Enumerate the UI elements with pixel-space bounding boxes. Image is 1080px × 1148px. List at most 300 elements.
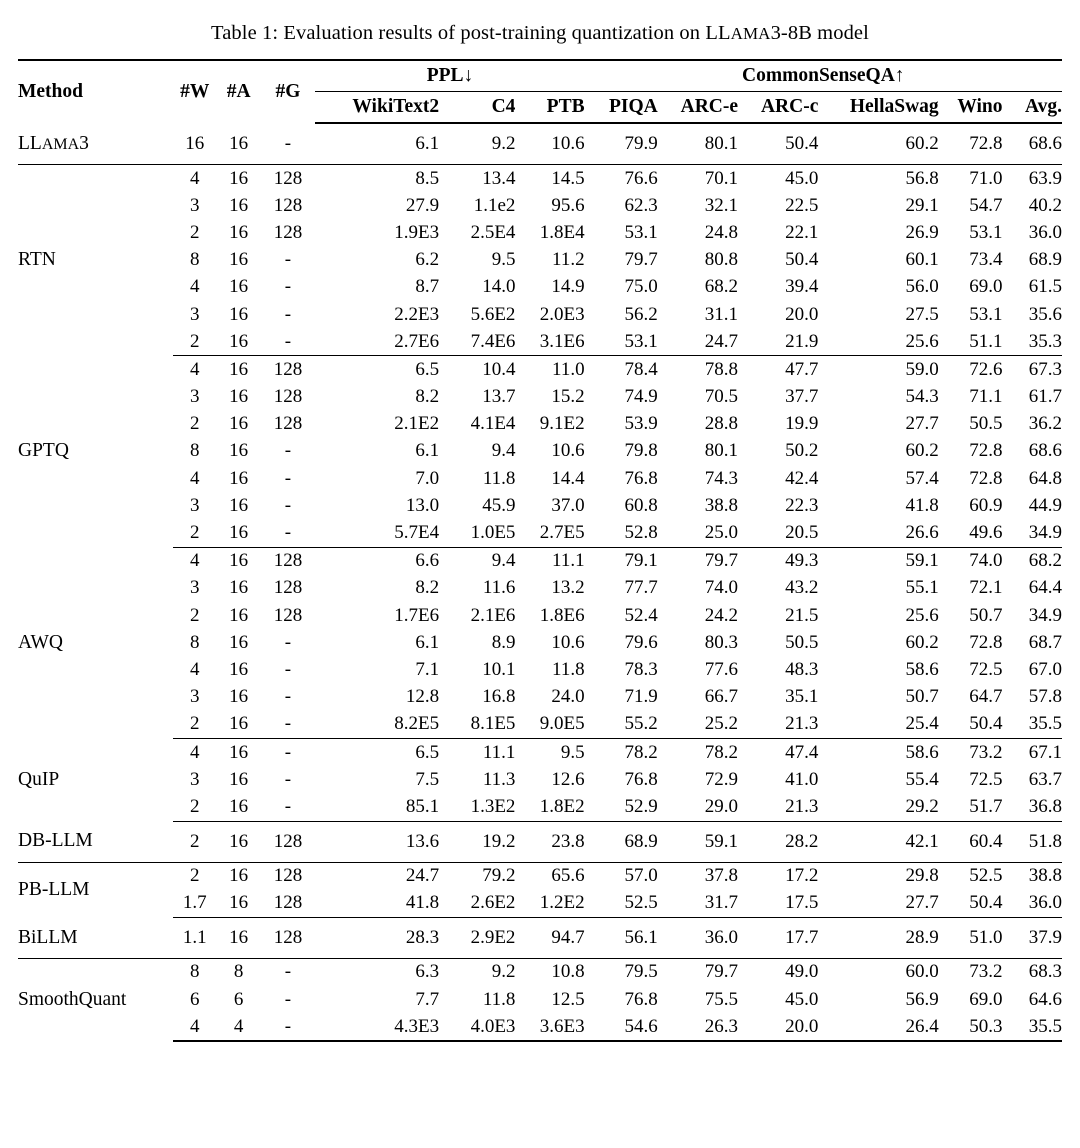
cell-ptb: 14.5: [551, 167, 585, 189]
cell-hellaswag: 25.4: [818, 711, 938, 739]
cell-c4: 9.4: [491, 440, 516, 462]
cell-wikitext2: 5.7E4: [315, 519, 439, 547]
cell-g: -: [284, 988, 292, 1010]
cell-w: 4: [189, 358, 200, 380]
cell-wikitext2: 2.2E3: [394, 303, 440, 325]
header-a: #A: [217, 60, 261, 123]
cell-arcc: 21.9: [738, 328, 818, 356]
cell-piqa: 76.6: [624, 167, 658, 189]
cell-a: 16: [229, 604, 249, 626]
cell-c4: 9.2: [491, 961, 516, 983]
cell-arce: 32.1: [704, 194, 739, 216]
cell-hellaswag: 60.0: [905, 961, 939, 983]
header-col-ptb: PTB: [515, 92, 584, 124]
cell-g: -: [261, 1013, 316, 1041]
cell-wino: 73.4: [969, 249, 1003, 271]
cell-wikitext2: 6.1: [315, 123, 439, 165]
cell-wikitext2: 41.8: [315, 890, 439, 918]
cell-avg: 67.3: [1028, 358, 1062, 380]
cell-piqa: 78.3: [624, 658, 658, 680]
cell-a: 16: [229, 686, 249, 708]
cell-piqa: 54.6: [585, 1013, 658, 1041]
cell-hellaswag: 60.1: [905, 249, 939, 271]
cell-arce: 79.7: [704, 961, 739, 983]
cell-c4: 10.1: [482, 658, 516, 680]
cell-w: 3: [189, 194, 200, 216]
cell-wikitext2: 28.3: [315, 917, 439, 958]
cell-a: 16: [229, 276, 249, 298]
cell-w: 8: [189, 631, 200, 653]
cell-arcc: 21.3: [738, 793, 818, 821]
table-row: [18, 328, 1062, 356]
cell-a: 16: [229, 413, 249, 435]
cell-arcc: 22.1: [785, 221, 819, 243]
cell-wikitext2: 6.5: [415, 741, 440, 763]
cell-g: 128: [273, 550, 303, 572]
cell-hellaswag: 55.4: [905, 768, 939, 790]
cell-g: -: [261, 123, 316, 165]
cell-a: 4: [217, 1013, 261, 1041]
cell-avg: 34.9: [1028, 604, 1062, 626]
cell-wino: 69.0: [969, 276, 1003, 298]
cell-wikitext2: 8.2E5: [315, 711, 439, 739]
cell-w: 2: [189, 221, 200, 243]
cell-avg: 38.8: [1028, 865, 1062, 887]
cell-wino: 73.2: [969, 741, 1003, 763]
cell-ptb: 2.0E3: [539, 303, 585, 325]
cell-c4: 14.0: [482, 276, 516, 298]
cell-c4: 79.2: [482, 865, 516, 887]
cell-w: 2: [189, 413, 200, 435]
cell-wino: 64.7: [969, 686, 1003, 708]
cell-piqa: 76.8: [624, 467, 658, 489]
cell-a: 16: [229, 631, 249, 653]
cell-avg: 35.5: [1003, 711, 1063, 739]
table-row: [18, 547, 1062, 575]
cell-hellaswag: 25.6: [818, 328, 938, 356]
cell-w: 4: [189, 658, 200, 680]
cell-avg: 64.8: [1028, 467, 1062, 489]
row-group-label: SmoothQuant: [18, 989, 127, 1011]
cell-wino: 50.4: [939, 890, 1003, 918]
cell-piqa: 79.8: [624, 440, 658, 462]
cell-avg: 61.7: [1028, 386, 1062, 408]
cell-c4: 13.4: [482, 167, 516, 189]
cell-wikitext2: 4.3E3: [315, 1013, 439, 1041]
table-row: [18, 465, 1062, 492]
cell-hellaswag: 56.9: [905, 988, 939, 1010]
cell-avg: 51.8: [1003, 821, 1063, 862]
caption-prefix: Table 1: Evaluation results of post-training quantization on: [211, 22, 706, 44]
cell-piqa: 75.0: [624, 276, 658, 298]
cell-hellaswag: 58.6: [905, 658, 939, 680]
cell-arce: 78.8: [704, 358, 739, 380]
cell-a: 16: [229, 494, 249, 516]
cell-wikitext2: 2.7E6: [315, 328, 439, 356]
table-row: [18, 958, 1062, 986]
cell-c4: 9.2: [439, 123, 515, 165]
cell-wino: 72.1: [969, 577, 1003, 599]
cell-a: 16: [217, 123, 261, 165]
cell-ptb: 10.8: [551, 961, 585, 983]
cell-arcc: 39.4: [785, 276, 819, 298]
cell-wino: 71.1: [969, 386, 1003, 408]
table-row: [18, 711, 1062, 739]
cell-arce: 26.3: [658, 1013, 738, 1041]
cell-wino: 51.0: [939, 917, 1003, 958]
cell-a: 16: [229, 467, 249, 489]
cell-g: -: [284, 686, 292, 708]
cell-wikitext2: 8.2: [415, 386, 440, 408]
cell-ptb: 94.7: [515, 917, 584, 958]
cell-avg: 57.8: [1028, 686, 1062, 708]
cell-arce: 38.8: [704, 494, 739, 516]
table-row: [18, 247, 1062, 274]
cell-g: -: [284, 631, 292, 653]
cell-w: 4: [189, 550, 200, 572]
cell-ptb: 1.8E2: [515, 793, 584, 821]
cell-arce: 74.0: [704, 577, 739, 599]
cell-arcc: 50.5: [785, 631, 819, 653]
group-label-smallcaps: LLAMA: [18, 132, 80, 154]
cell-g: 128: [261, 890, 316, 918]
cell-ptb: 24.0: [551, 686, 585, 708]
cell-w: 3: [189, 686, 200, 708]
cell-avg: 68.9: [1028, 249, 1062, 271]
cell-wikitext2: 24.7: [405, 865, 440, 887]
cell-g: 128: [273, 221, 303, 243]
cell-avg: 68.3: [1028, 961, 1062, 983]
cell-hellaswag: 27.7: [818, 890, 938, 918]
cell-c4: 9.4: [491, 550, 516, 572]
cell-c4: 16.8: [482, 686, 516, 708]
cell-c4: 11.6: [482, 577, 516, 599]
cell-c4: 2.9E2: [439, 917, 515, 958]
cell-w: 6: [189, 988, 200, 1010]
cell-ptb: 12.5: [551, 988, 585, 1010]
cell-arcc: 17.7: [738, 917, 818, 958]
cell-wino: 50.3: [939, 1013, 1003, 1041]
cell-c4: 2.5E4: [470, 221, 516, 243]
cell-a: 16: [217, 890, 261, 918]
cell-g: 128: [261, 821, 316, 862]
cell-hellaswag: 50.7: [905, 686, 939, 708]
cell-wino: 49.6: [939, 519, 1003, 547]
cell-arce: 36.0: [658, 917, 738, 958]
cell-w: 8: [189, 249, 200, 271]
cell-wino: 73.2: [969, 961, 1003, 983]
cell-piqa: 55.2: [585, 711, 658, 739]
cell-c4: 11.1: [482, 741, 516, 763]
header-csqa-group: CommonSenseQA↑: [585, 60, 1062, 92]
cell-arce: 72.9: [704, 768, 739, 790]
cell-arcc: 47.4: [785, 741, 819, 763]
cell-arce: 77.6: [704, 658, 739, 680]
cell-arce: 31.7: [658, 890, 738, 918]
cell-wikitext2: 12.8: [405, 686, 440, 708]
cell-ptb: 11.8: [552, 658, 585, 680]
cell-arce: 80.8: [704, 249, 739, 271]
cell-ptb: 37.0: [551, 494, 585, 516]
cell-g: -: [284, 961, 292, 983]
cell-a: 16: [217, 328, 261, 356]
cell-g: 128: [273, 604, 303, 626]
cell-c4: 4.0E3: [439, 1013, 515, 1041]
cell-a: 16: [229, 167, 249, 189]
cell-arcc: 49.3: [785, 550, 819, 572]
cell-ptb: 14.9: [551, 276, 585, 298]
cell-hellaswag: 28.9: [818, 917, 938, 958]
cell-g: -: [284, 741, 292, 763]
cell-wikitext2: 1.9E3: [394, 221, 440, 243]
cell-w: 8: [189, 440, 200, 462]
table-row: [18, 219, 1062, 246]
cell-w: 4: [189, 276, 200, 298]
cell-c4: 1.3E2: [439, 793, 515, 821]
cell-c4: 13.7: [482, 386, 516, 408]
cell-g: -: [284, 768, 292, 790]
cell-piqa: 79.7: [624, 249, 658, 271]
header-col-avg: Avg.: [1003, 92, 1063, 124]
cell-wikitext2: 1.7E6: [394, 604, 440, 626]
cell-a: 16: [217, 711, 261, 739]
cell-a: 6: [233, 988, 244, 1010]
cell-avg: 35.5: [1003, 1013, 1063, 1041]
cell-hellaswag: 57.4: [905, 467, 939, 489]
header-col-arcc: ARC-c: [738, 92, 818, 124]
cell-wikitext2: 7.5: [415, 768, 440, 790]
cell-ptb: 3.1E6: [515, 328, 584, 356]
cell-arce: 70.1: [704, 167, 739, 189]
cell-a: 16: [229, 303, 249, 325]
cell-c4: 45.9: [482, 494, 516, 516]
cell-c4: 5.6E2: [470, 303, 516, 325]
cell-hellaswag: 29.2: [818, 793, 938, 821]
cell-arcc: 43.2: [785, 577, 819, 599]
cell-piqa: 53.9: [624, 413, 658, 435]
cell-c4: 8.1E5: [439, 711, 515, 739]
cell-wikitext2: 8.7: [415, 276, 440, 298]
cell-arcc: 20.0: [785, 303, 819, 325]
table-row: [18, 1013, 1062, 1041]
cell-wino: 54.7: [969, 194, 1003, 216]
cell-piqa: 74.9: [624, 386, 658, 408]
cell-piqa: 52.5: [585, 890, 658, 918]
cell-hellaswag: 25.6: [905, 604, 939, 626]
cell-c4: 11.8: [482, 988, 516, 1010]
header-ppl-group: PPL↓: [315, 60, 584, 92]
cell-avg: 40.2: [1028, 194, 1062, 216]
cell-piqa: 52.4: [624, 604, 658, 626]
cell-hellaswag: 29.8: [905, 865, 939, 887]
table-header-row-1: [18, 60, 1062, 92]
header-col-wikitext2: WikiText2: [315, 92, 439, 124]
cell-ptb: 1.8E4: [539, 221, 585, 243]
cell-w: 2: [173, 711, 217, 739]
cell-hellaswag: 42.1: [818, 821, 938, 862]
cell-piqa: 79.6: [624, 631, 658, 653]
header-col-piqa: PIQA: [585, 92, 658, 124]
cell-arce: 31.1: [704, 303, 739, 325]
cell-arce: 59.1: [658, 821, 738, 862]
cell-ptb: 1.2E2: [515, 890, 584, 918]
cell-arce: 37.8: [704, 865, 739, 887]
table-row: [18, 986, 1062, 1013]
table-row: [18, 274, 1062, 301]
cell-ptb: 23.8: [515, 821, 584, 862]
cell-hellaswag: 60.2: [905, 440, 939, 462]
header-col-hellaswag: HellaSwag: [818, 92, 938, 124]
cell-piqa: 52.9: [585, 793, 658, 821]
cell-piqa: 62.3: [624, 194, 658, 216]
cell-arcc: 50.4: [785, 249, 819, 271]
cell-w: 3: [189, 386, 200, 408]
cell-arcc: 50.2: [785, 440, 819, 462]
cell-arce: 25.0: [658, 519, 738, 547]
cell-hellaswag: 26.9: [905, 221, 939, 243]
cell-hellaswag: 41.8: [905, 494, 939, 516]
cell-piqa: 78.2: [624, 741, 658, 763]
cell-arce: 75.5: [704, 988, 739, 1010]
cell-piqa: 53.1: [585, 328, 658, 356]
row-group-label: GPTQ: [18, 440, 69, 462]
cell-ptb: 9.1E2: [539, 413, 585, 435]
cell-ptb: 13.2: [551, 577, 585, 599]
cell-arcc: 17.5: [738, 890, 818, 918]
cell-arcc: 47.7: [785, 358, 819, 380]
cell-w: 4: [173, 1013, 217, 1041]
cell-avg: 68.7: [1028, 631, 1062, 653]
cell-piqa: 77.7: [624, 577, 658, 599]
cell-arcc: 37.7: [785, 386, 819, 408]
table-caption: [18, 22, 1062, 45]
table-row: [18, 301, 1062, 328]
cell-w: 4: [189, 167, 200, 189]
cell-ptb: 10.6: [551, 440, 585, 462]
cell-wikitext2: 6.2: [415, 249, 440, 271]
cell-piqa: 56.1: [585, 917, 658, 958]
table-row: [18, 656, 1062, 683]
cell-g: -: [261, 793, 316, 821]
cell-wikitext2: 85.1: [315, 793, 439, 821]
cell-a: 16: [229, 577, 249, 599]
cell-g: -: [284, 494, 292, 516]
cell-w: 1.7: [173, 890, 217, 918]
cell-g: 128: [273, 577, 303, 599]
cell-g: -: [261, 711, 316, 739]
table-row: [18, 192, 1062, 219]
cell-c4: 7.4E6: [439, 328, 515, 356]
cell-c4: 2.1E6: [470, 604, 516, 626]
cell-g: -: [284, 467, 292, 489]
cell-hellaswag: 27.5: [905, 303, 939, 325]
cell-a: 16: [217, 519, 261, 547]
cell-a: 16: [217, 793, 261, 821]
cell-piqa: 53.1: [624, 221, 658, 243]
cell-g: 128: [273, 194, 303, 216]
cell-avg: 68.6: [1028, 440, 1062, 462]
cell-arcc: 35.1: [785, 686, 819, 708]
cell-ptb: 10.6: [551, 631, 585, 653]
cell-avg: 35.6: [1028, 303, 1062, 325]
cell-c4: 2.6E2: [439, 890, 515, 918]
cell-a: 16: [229, 386, 249, 408]
cell-arce: 74.3: [704, 467, 739, 489]
table-row: [18, 602, 1062, 629]
cell-avg: 35.3: [1003, 328, 1063, 356]
cell-w: 3: [189, 494, 200, 516]
cell-arce: 25.2: [658, 711, 738, 739]
cell-arcc: 50.4: [738, 123, 818, 165]
cell-w: 2: [173, 821, 217, 862]
results-table: [18, 59, 1062, 1042]
cell-c4: 9.5: [491, 249, 516, 271]
header-col-wino: Wino: [939, 92, 1003, 124]
cell-arce: 66.7: [704, 686, 739, 708]
cell-hellaswag: 54.3: [905, 386, 939, 408]
cell-w: 4: [189, 741, 200, 763]
cell-g: -: [284, 276, 292, 298]
cell-g: 128: [273, 413, 303, 435]
cell-arcc: 20.5: [738, 519, 818, 547]
cell-avg: 63.7: [1028, 768, 1062, 790]
cell-c4: 8.9: [491, 631, 516, 653]
cell-avg: 61.5: [1028, 276, 1062, 298]
cell-wino: 50.4: [939, 711, 1003, 739]
cell-g: -: [261, 519, 316, 547]
group-label-rest: 3: [79, 132, 89, 154]
cell-ptb: 65.6: [551, 865, 585, 887]
cell-w: 3: [189, 577, 200, 599]
cell-wikitext2: 6.5: [415, 358, 440, 380]
cell-arce: 79.7: [704, 550, 739, 572]
cell-arce: 80.1: [658, 123, 738, 165]
cell-c4: 1.0E5: [439, 519, 515, 547]
cell-g: -: [284, 658, 292, 680]
cell-wino: 72.8: [969, 440, 1003, 462]
cell-wino: 60.4: [939, 821, 1003, 862]
cell-g: 128: [273, 865, 303, 887]
cell-arcc: 42.4: [785, 467, 819, 489]
cell-w: 2: [173, 793, 217, 821]
cell-ptb: 9.5: [560, 741, 585, 763]
cell-arce: 70.5: [704, 386, 739, 408]
cell-a: 16: [229, 221, 249, 243]
cell-piqa: 57.0: [624, 865, 658, 887]
cell-arce: 80.1: [704, 440, 739, 462]
cell-hellaswag: 27.7: [905, 413, 939, 435]
cell-avg: 63.9: [1028, 167, 1062, 189]
cell-arce: 29.0: [658, 793, 738, 821]
cell-hellaswag: 29.1: [905, 194, 939, 216]
cell-arcc: 22.5: [785, 194, 819, 216]
table-row: [18, 629, 1062, 656]
table-row: [18, 438, 1062, 465]
cell-ptb: 1.8E6: [539, 604, 585, 626]
cell-g: 128: [261, 917, 316, 958]
header-w: #W: [173, 60, 217, 123]
cell-arce: 80.3: [704, 631, 739, 653]
cell-ptb: 11.2: [552, 249, 585, 271]
row-group-label: RTN: [18, 249, 56, 271]
cell-hellaswag: 26.4: [818, 1013, 938, 1041]
cell-piqa: 79.9: [585, 123, 658, 165]
cell-wino: 72.6: [969, 358, 1003, 380]
cell-c4: 11.3: [482, 768, 516, 790]
cell-a: 16: [229, 768, 249, 790]
cell-wino: 51.7: [939, 793, 1003, 821]
cell-arcc: 49.0: [785, 961, 819, 983]
